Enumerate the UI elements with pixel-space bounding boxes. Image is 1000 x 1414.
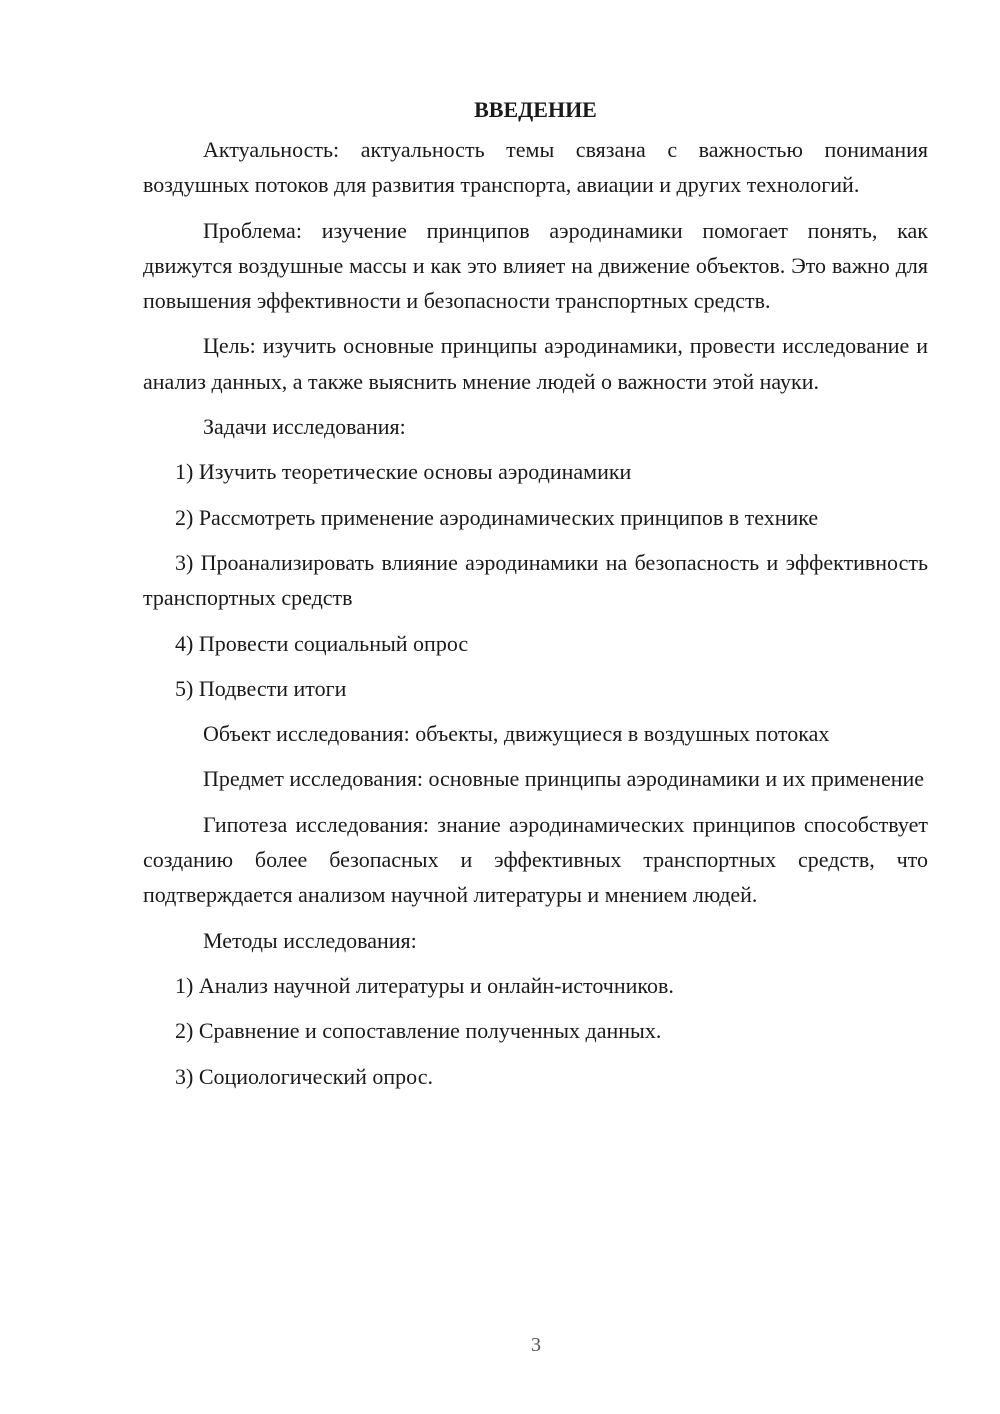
- method-item: 3) Социологический опрос.: [175, 1063, 433, 1089]
- paragraph-goal: Цель: изучить основные принципы аэродинамики, провести исследование и анализ данных, а также выяснить мнение людей о важности этой науки.: [143, 333, 928, 394]
- task-item: 2) Рассмотреть применение аэродинамических принципов в технике: [175, 504, 819, 530]
- task-item: 4) Провести социальный опрос: [175, 630, 469, 656]
- task-item: 1) Изучить теоретические основы аэродинамики: [175, 459, 632, 485]
- paragraph-relevance: Актуальность: актуальность темы связана с важностью понимания воздушных потоков для развития транспорта, авиации и других технологий.: [143, 137, 928, 198]
- paragraph-hypothesis: Гипотеза исследования: знание аэродинамических принципов способствует созданию более безопасных и эффективных транспортных средств, что подтверждается анализом научной литературы и мнением людей.: [143, 811, 928, 908]
- paragraph-subject: Предмет исследования: основные принципы аэродинамики и их применение: [203, 766, 925, 792]
- tasks-title: Задачи исследования:: [203, 414, 406, 440]
- document-page: [143, 92, 928, 1104]
- method-item: 1) Анализ научной литературы и онлайн-источников.: [175, 972, 674, 998]
- paragraph-object: Объект исследования: объекты, движущиеся в воздушных потоках: [203, 721, 830, 747]
- task-item: 5) Подвести итоги: [175, 675, 347, 701]
- section-heading: ВВЕДЕНИЕ: [474, 97, 597, 122]
- method-item: 2) Сравнение и сопоставление полученных данных.: [175, 1018, 662, 1044]
- task-item: 3) Проанализировать влияние аэродинамики на безопасность и эффективность транспортных средств: [143, 549, 928, 611]
- methods-title: Методы исследования:: [203, 927, 417, 953]
- paragraph-problem: Проблема: изучение принципов аэродинамики помогает понять, как движутся воздушные массы и как это влияет на движение объектов. Это важно для повышения эффективности и безопасности транспортных средств.: [143, 217, 928, 314]
- page-number: 3: [531, 1334, 541, 1356]
